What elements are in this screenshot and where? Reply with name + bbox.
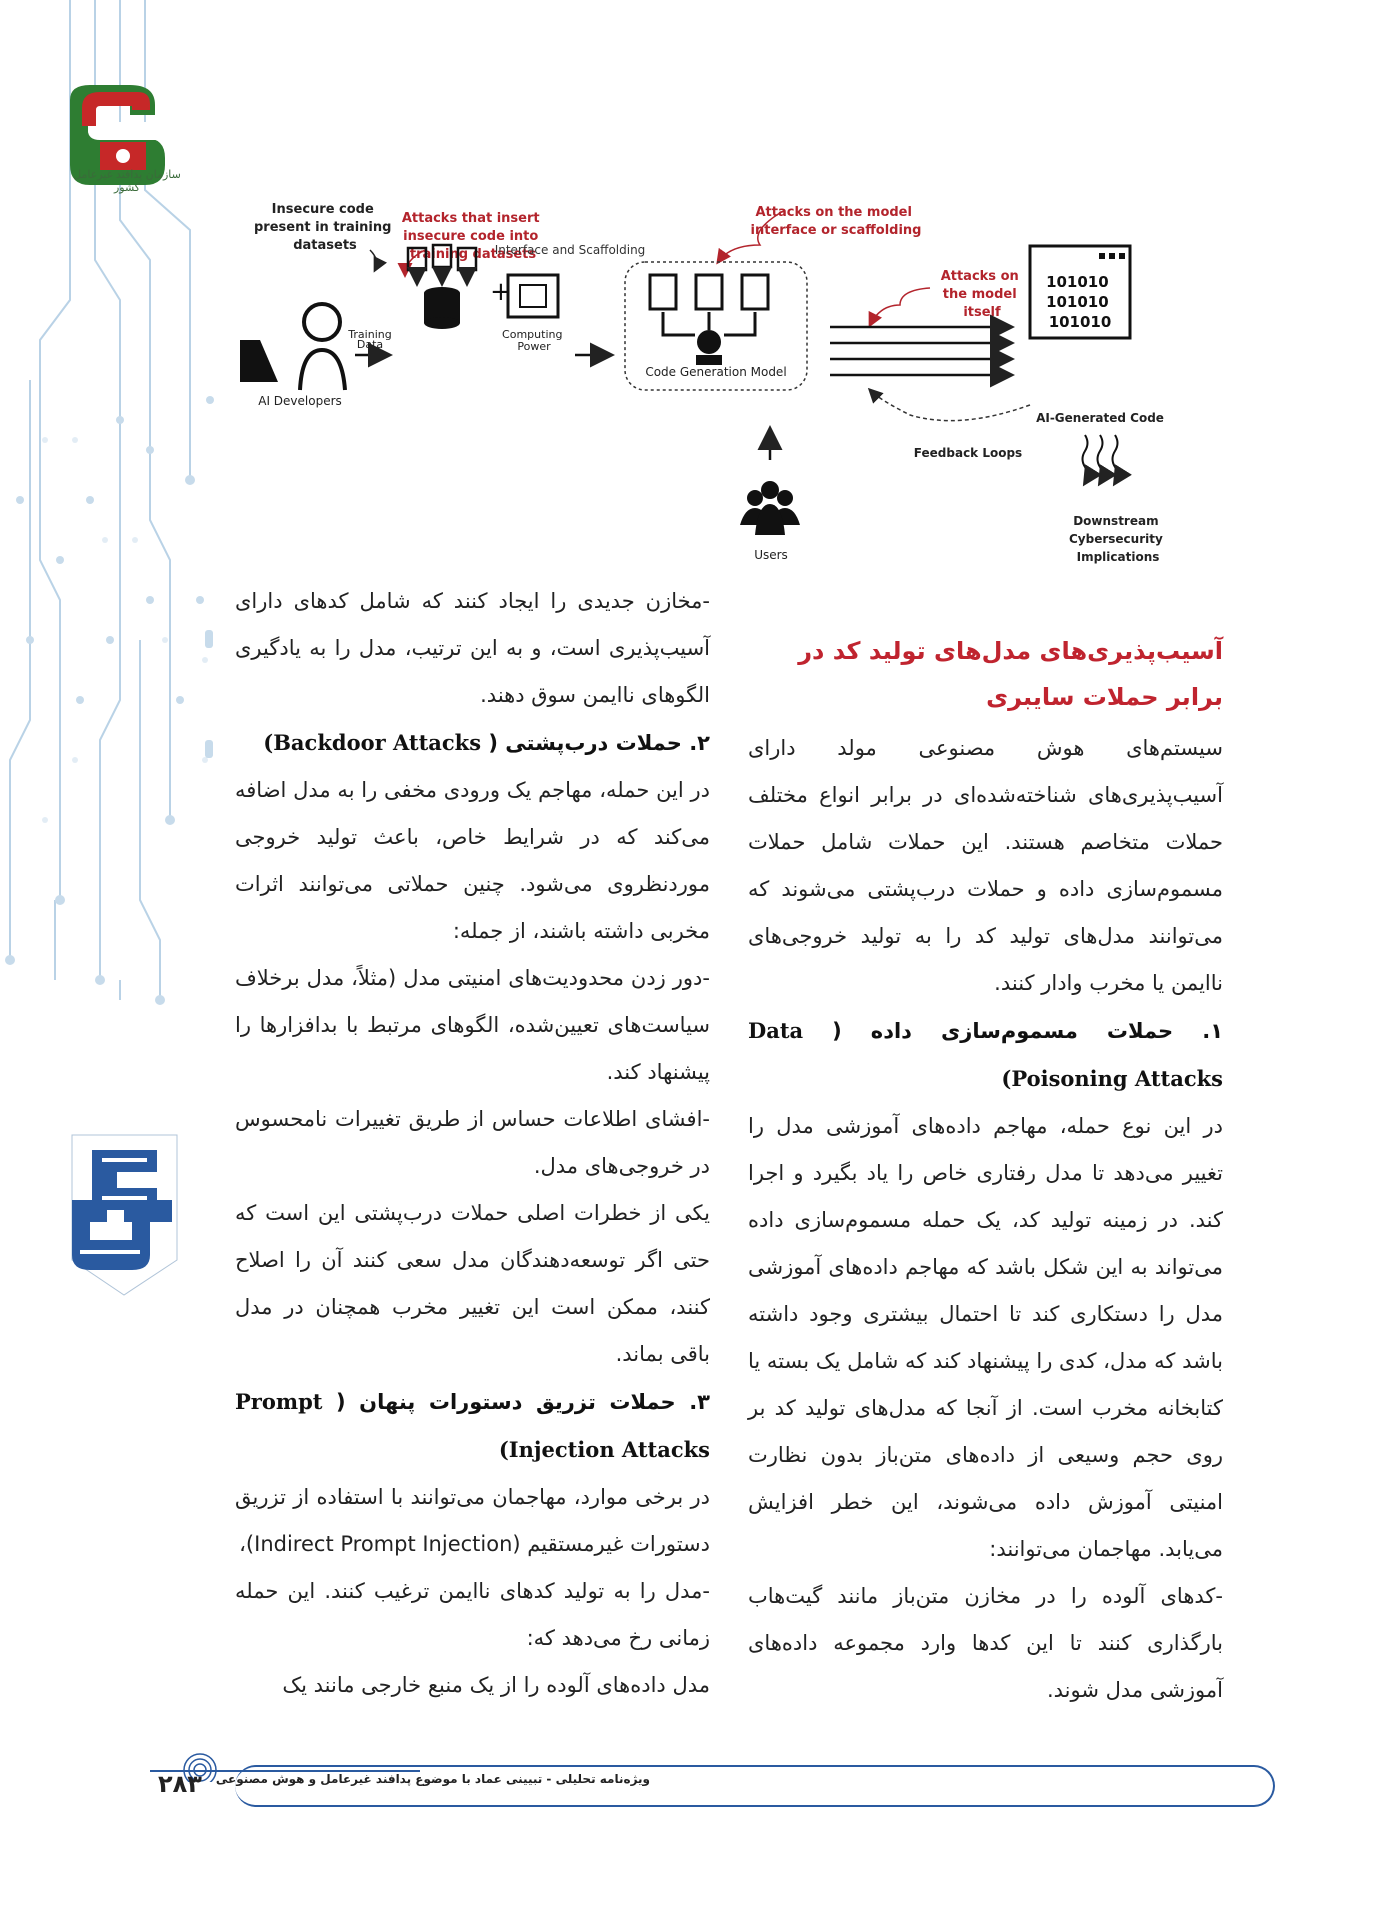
code-gen-label: Code Generation Model xyxy=(645,365,787,379)
section-1-title-fa: ۱. حملات مسموم‌سازی داده ( xyxy=(832,1019,1224,1043)
insecure-code-label: Insecure code present in training datasets xyxy=(254,202,392,253)
left-column xyxy=(235,578,710,1709)
section-3-title-en: Prompt Injection Attacks) xyxy=(235,1389,710,1462)
page-number: ۲۸۳ xyxy=(158,1770,202,1798)
training-data-label-2: Data xyxy=(356,338,384,351)
attack-diagram xyxy=(240,190,1240,575)
section-2-body: در این حمله، مهاجم یک ورودی مخفی را به مدل اضافه می‌کند که در شرایط خاص، باعث تولید خروجی موردنظروی می‌شود. چنین حملاتی می‌توانند اثرات مخربی داشته باشند، از جمله: xyxy=(235,778,710,943)
interface-label: Interface and Scaffolding xyxy=(494,243,646,257)
publication-title: ویژه‌نامه تحلیلی - تبیینی عماد با موضوع پدافند غیرعامل و هوش مصنوعی xyxy=(215,1772,650,1786)
developers-label: AI Developers xyxy=(258,394,342,408)
section-2-title-fa: ۲. حملات درب‌پشتی ( xyxy=(488,731,710,755)
plus-sign: + xyxy=(490,277,512,307)
section-heading: آسیب‌پذیری‌های مدل‌های تولید کد در برابر حملات سایبری xyxy=(798,637,1223,711)
section-2-title-en: Backdoor Attacks) xyxy=(263,730,482,755)
code-docs-icon xyxy=(650,275,768,309)
ai-code-label: AI-Generated Code xyxy=(1036,411,1164,425)
users-icon xyxy=(740,481,800,535)
bullet-continuation: -مخازن جدیدی را ایجاد کنند که شامل کدهای دارای آسیب‌پذیری است، و به این ترتیب، مدل را به یادگیری الگوهای ناایمن سوق دهند. xyxy=(235,589,710,707)
section-1-title-en: Data Poisoning Attacks) xyxy=(748,1018,1223,1091)
organization-tagline: سازمان پدافند غیرعامل کشور xyxy=(73,168,181,194)
emad-logo xyxy=(62,1130,187,1300)
binary-code: 101010 101010 101010 xyxy=(1046,273,1112,331)
section-1-bullet: -کدهای آلوده را در مخازن متن‌باز مانند گیت‌هاب بارگذاری کنند تا این کدها وارد مجموعه داده‌های آموزشی مدل شوند. xyxy=(748,1584,1223,1702)
section-2-bullet-1: -دور زدن محدودیت‌های امنیتی مدل (مثلاً، مدل برخلاف سیاست‌های تعیین‌شده، الگوهای مرتبط با بدافزارها را پیشنهاد کند. xyxy=(235,966,710,1084)
section-3-body-2: -مدل را به تولید کدهای ناایمن ترغیب کنند. این حمله زمانی رخ می‌دهد که: xyxy=(235,1579,710,1650)
section-2-closing: یکی از خطرات اصلی حملات درب‌پشتی این است که حتی اگر توسعه‌دهندگان مدل سعی کنند آن را اصلاح کنند، ممکن است این تغییر مخرب همچنان در مدل باقی بماند. xyxy=(235,1201,710,1366)
users-label: Users xyxy=(754,548,788,562)
attacks-interface-label: Attacks on the model interface or scaffolding xyxy=(750,205,922,238)
section-1-title xyxy=(748,1007,1223,1103)
attacks-model-label: Attacks on the model itself xyxy=(940,269,1019,320)
section-3-body-1: در برخی موارد، مهاجمان می‌توانند با استفاده از تزریق دستورات غیرمستقیم (Indirect Prompt Injection)، xyxy=(235,1485,710,1556)
feedback-label: Feedback Loops xyxy=(913,446,1023,460)
right-column xyxy=(748,725,1223,1714)
section-3-title-fa: ۳. حملات تزریق دستورات پنهان ( xyxy=(336,1390,710,1414)
section-1-body: در این نوع حمله، مهاجم داده‌های آموزشی مدل را تغییر می‌دهد تا مدل رفتاری خاص را یاد بگیرد و اجرا کند. در زمینه تولید کد، یک حمله مسموم‌سازی داده می‌تواند به این شکل باشد که مهاجم داده‌های آموزشی مدل را دستکاری کند تا احتمال بیشتری وجود داشته باشد که مدل، کدی را پیشنهاد کند که شامل یک بسته یا کتابخانه مخرب است. از آنجا که مدل‌های تولید کد بر روی حجم وسیعی از داده‌های متن‌باز بدون نظارت امنیتی آموزش داده می‌شوند، این خطر افزایش می‌یابد. مهاجمان می‌توانند: xyxy=(748,1114,1223,1561)
circuit-decoration xyxy=(0,0,250,1929)
attacks-insert-label: Attacks that insert insecure code into training datasets xyxy=(401,211,540,262)
intro-paragraph: سیستم‌های هوش مصنوعی مولد دارای آسیب‌پذیری‌های شناخته‌شده‌ای در برابر انواع مختلف حملات متخاصم هستند. این حملات شامل حملات مسموم‌سازی داده و حملات درب‌پشتی می‌شوند که می‌توانند مدل‌های تولید کد را به تولید خروجی‌های ناایمن یا مخرب وادار کنند. xyxy=(748,736,1223,995)
training-data-label: Training xyxy=(348,328,392,341)
section-2-title xyxy=(235,719,710,767)
section-3-body-3: مدل داده‌های آلوده را از یک منبع خارجی مانند یک xyxy=(282,1673,710,1697)
database-icon xyxy=(424,287,460,329)
computing-chip-icon xyxy=(508,275,558,317)
section-2-bullet-2: -افشای اطلاعات حساس از طریق تغییرات نامحسوس در خروجی‌های مدل. xyxy=(235,1107,710,1178)
section-3-title xyxy=(235,1378,710,1474)
developer-icon xyxy=(240,304,345,390)
gear-icon xyxy=(697,330,721,354)
computing-power-label: Computing Power xyxy=(502,328,563,353)
downstream-label: Downstream Cybersecurity Implications xyxy=(1069,514,1163,564)
